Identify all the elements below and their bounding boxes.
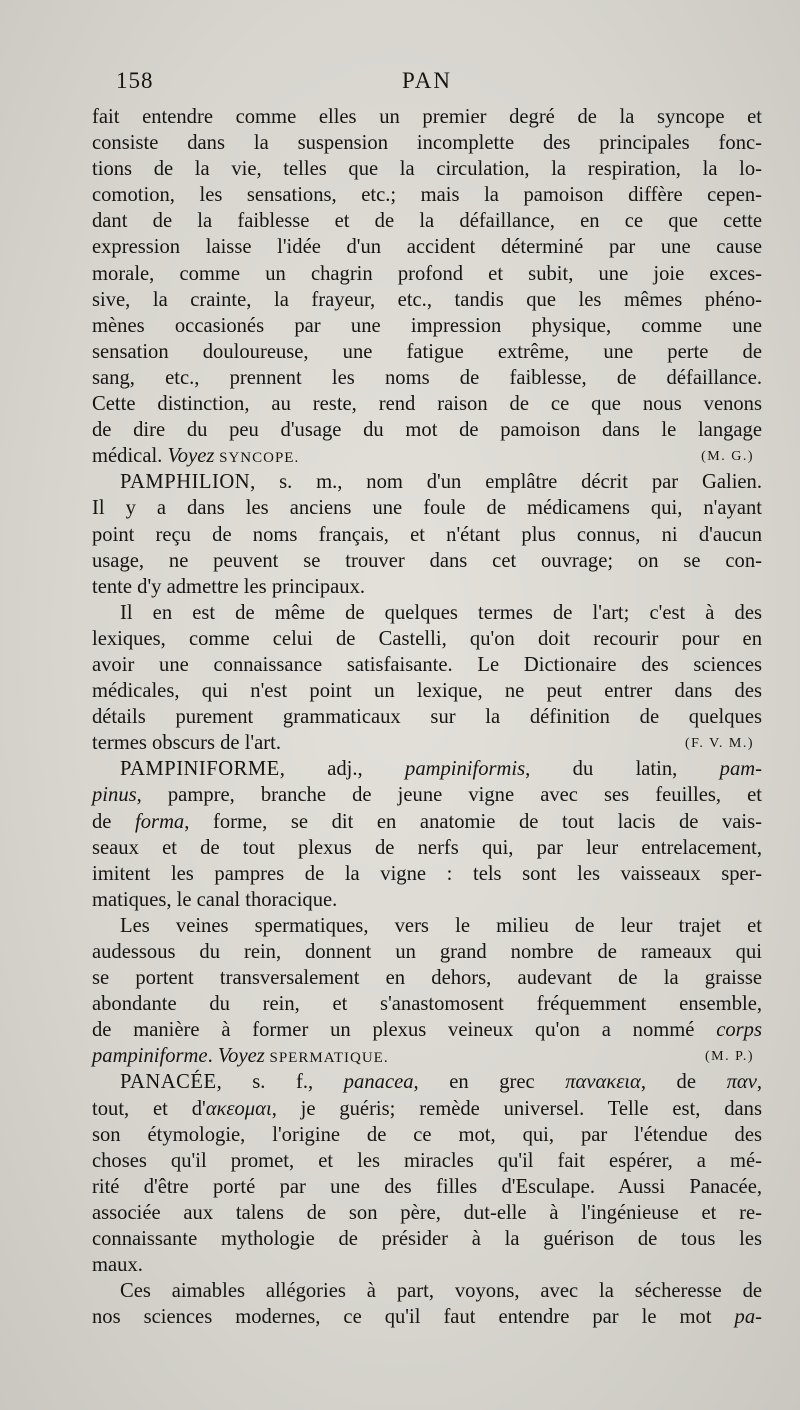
text-line: abondante du rein, et s'anastomosent fréquemment ensemble,	[92, 993, 762, 1016]
text-fragment: , s. f.,	[216, 1071, 344, 1094]
text-line: expression laisse l'idée d'un accident déterminé par une cause	[92, 236, 762, 259]
text-fragment: de manière à former un plexus veineux qu'on a nommé	[92, 1019, 717, 1042]
text-line: de dire du peu d'usage du mot de pamoison dans le langage	[92, 419, 762, 442]
text-line: associée aux talens de son père, dut-elle à l'ingénieuse et re-	[92, 1201, 762, 1224]
text-fragment: , du latin,	[525, 758, 720, 781]
text-line: Il y a dans les anciens une foule de médicamens qui, n'ayant	[92, 497, 762, 520]
latin-term: pampiniformis	[405, 758, 526, 781]
text-fragment: termes obscurs de l'art.	[92, 732, 281, 755]
text-line: connaissante mythologie de présider à la guérison de tous les	[92, 1228, 762, 1251]
text-fragment: tout, et d'	[92, 1097, 206, 1120]
text-line: Cette distinction, au reste, rend raison de ce que nous venons	[92, 393, 762, 416]
text-line	[92, 809, 762, 835]
text-line: consiste dans la suspension incomplette des principales fonc-	[92, 132, 762, 155]
text-line: se portent transversalement en dehors, audevant de la graisse	[92, 967, 762, 990]
text-fragment: , je guéris; remède universel. Telle est, dans	[271, 1097, 762, 1120]
text-line: sang, etc., prennent les noms de faiblesse, de défaillance.	[92, 366, 762, 389]
page-number: 158	[116, 68, 154, 93]
greek-term: παν	[726, 1071, 757, 1094]
text-line	[92, 1096, 762, 1122]
text-line	[92, 443, 762, 469]
text-line: sive, la crainte, la frayeur, etc., tandis que les mêmes phéno-	[92, 288, 762, 311]
italic-term: pampiniforme	[92, 1045, 208, 1068]
entry-headword: PANACÉE	[120, 1071, 217, 1094]
cross-reference-target: SPERMATIQUE.	[264, 1050, 389, 1067]
text-line: seaux et de tout plexus de nerfs qui, par leur entrelacement,	[92, 836, 762, 859]
text-line: fait entendre comme elles un premier degré de la syncope et	[92, 106, 762, 128]
text-line: imitent les pampres de la vigne : tels sont les vaisseaux sper-	[92, 862, 762, 885]
text-line: matiques, le canal thoracique.	[92, 888, 338, 911]
text-fragment: médical.	[92, 445, 168, 468]
text-fragment: , adj.,	[279, 758, 406, 781]
text-line: Il en est de même de quelques termes de l'art; c'est à des	[120, 601, 762, 624]
text-line: comotion, les sensations, etc.; mais la pamoison diffère cepen-	[92, 184, 762, 207]
entry-headword: PAMPINIFORME	[120, 758, 280, 781]
text-line: son étymologie, l'origine de ce mot, qui, par l'étendue des	[92, 1123, 762, 1146]
text-line: mènes occasionés par une impression physique, comme une	[92, 314, 762, 337]
text-fragment: de	[92, 810, 136, 833]
text-line: avoir une connaissance satisfaisante. Le Dictionaire des sciences	[92, 653, 762, 676]
text-line: usage, ne peuvent se trouver dans cet ouvrage; on se con-	[92, 549, 762, 572]
running-head	[92, 66, 762, 104]
text-fragment: ,	[756, 1071, 762, 1094]
text-fragment: , pampre, branche de jeune vigne avec ses feuilles, et	[136, 784, 762, 807]
latin-term: pinus	[92, 784, 137, 807]
text-line: lexiques, comme celui de Castelli, qu'on doit recourir pour en	[92, 627, 762, 650]
latin-term: panacea	[343, 1071, 414, 1094]
text-fragment: , de	[640, 1071, 727, 1094]
italic-term: corps	[716, 1019, 762, 1042]
text-line	[92, 756, 762, 782]
text-line: choses qu'il promet, et les miracles qu'il fait espérer, a mé-	[92, 1149, 762, 1172]
dictionary-text	[92, 104, 762, 1330]
text-fragment: , forme, se dit en anatomie de tout lacis de vais-	[184, 810, 762, 833]
text-line: maux.	[92, 1254, 143, 1277]
greek-term: πανακεια	[565, 1071, 641, 1094]
text-line	[92, 782, 762, 808]
greek-term: ακεομαι	[205, 1097, 272, 1120]
text-line: dant de la faiblesse et de la défaillance, en ce que cette	[92, 210, 762, 233]
text-line: détails purement grammaticaux sur la définition de quelques	[92, 706, 762, 729]
cross-reference-label: Voyez	[217, 1045, 265, 1068]
text-line: Les veines spermatiques, vers le milieu de leur trajet et	[120, 914, 762, 937]
text-line: rité d'être porté par une des filles d'Esculape. Aussi Panacée,	[92, 1175, 762, 1198]
italic-term: pa-	[734, 1306, 762, 1329]
text-line: audessous du rein, donnent un grand nombre de rameaux qui	[92, 941, 762, 963]
text-line: morale, comme un chagrin profond et subit, une joie exces-	[92, 262, 762, 285]
cross-reference-target: SYNCOPE.	[214, 450, 300, 467]
text-line: tions de la vie, telles que la circulation, la respiration, la lo-	[92, 158, 762, 181]
text-line	[92, 1043, 762, 1069]
text-fragment: nos sciences modernes, ce qu'il faut entendre par le mot	[92, 1306, 735, 1329]
author-initials: (M. G.)	[701, 449, 754, 465]
author-initials: (M. P.)	[704, 1049, 754, 1065]
text-line	[92, 1304, 762, 1330]
text-line	[92, 1069, 762, 1095]
text-fragment: , en grec	[413, 1071, 566, 1094]
text-line	[92, 1017, 762, 1043]
text-line: Ces aimables allégories à part, voyons, avec la sécheresse de	[120, 1280, 762, 1303]
text-line: sensation douloureuse, une fatigue extrême, une perte de	[92, 340, 762, 363]
text-line: point reçu de noms français, et n'étant plus connus, ni d'aucun	[92, 523, 762, 546]
latin-term: forma	[135, 810, 185, 833]
author-initials: (F. V. M.)	[685, 736, 754, 752]
book-page	[92, 66, 762, 1330]
text-fragment: .	[207, 1045, 218, 1068]
text-fragment: , s. m., nom d'un emplâtre décrit par Galien.	[250, 471, 762, 494]
entry-headword: PAMPHILION	[120, 471, 251, 494]
text-line	[92, 730, 762, 756]
latin-term: pam-	[719, 758, 762, 781]
text-line	[92, 469, 762, 495]
text-line: médicales, qui n'est point un lexique, ne peut entrer dans des	[92, 680, 762, 703]
text-line: tente d'y admettre les principaux.	[92, 575, 366, 598]
running-title: PAN	[402, 68, 452, 93]
cross-reference-label: Voyez	[167, 445, 215, 468]
